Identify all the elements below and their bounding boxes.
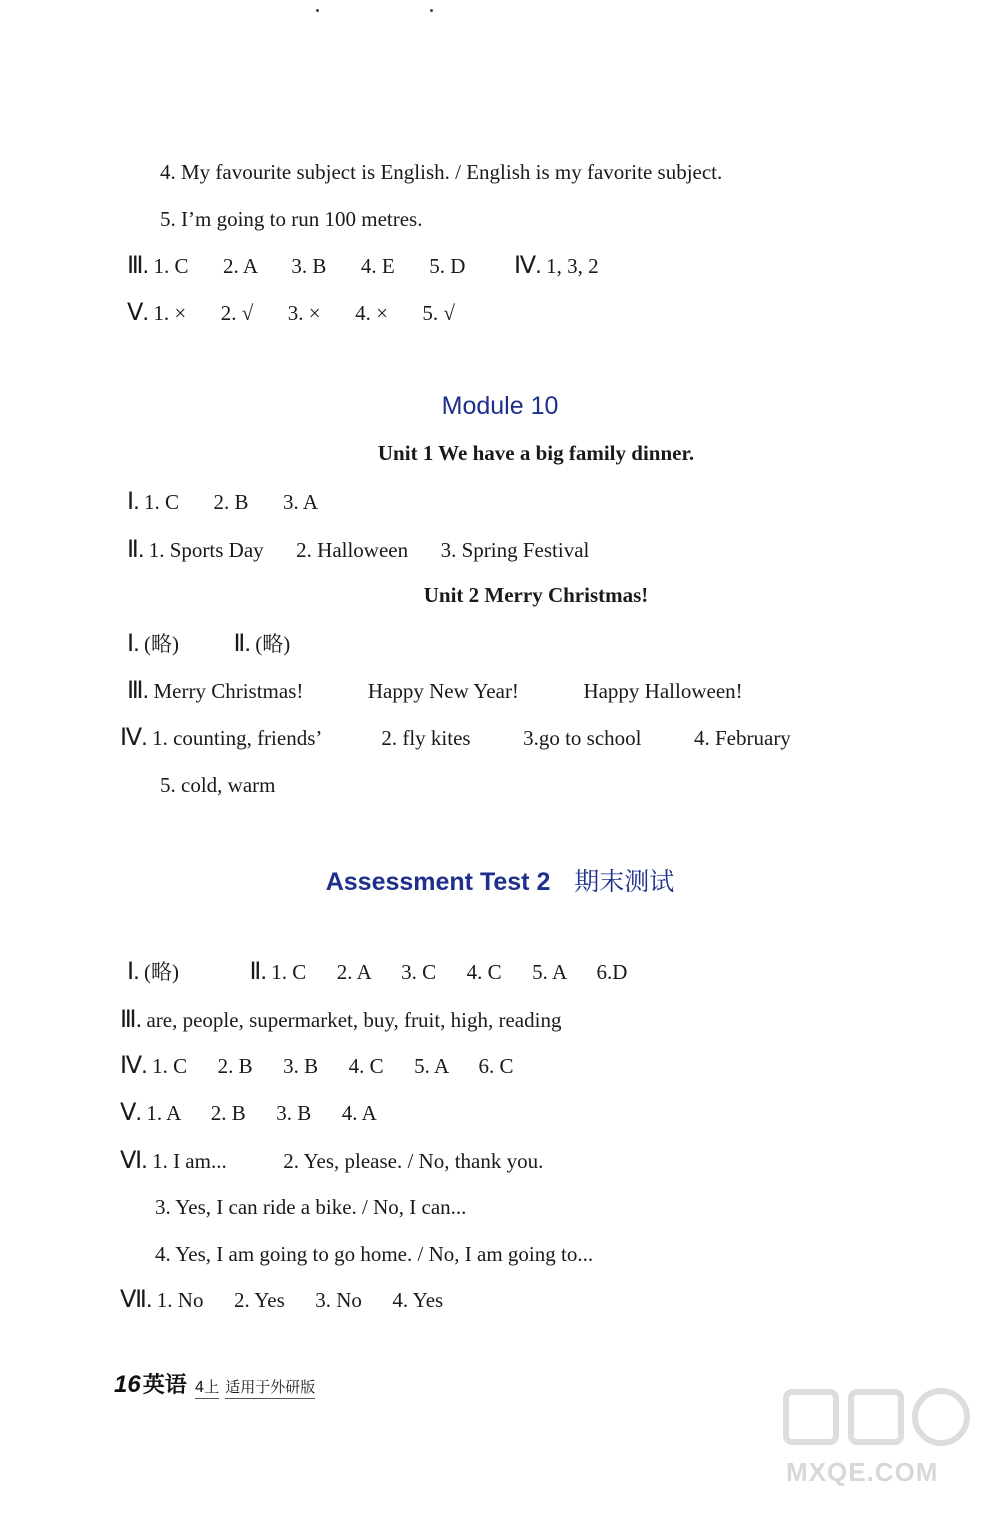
answer-row-iii — [120, 1006, 561, 1034]
answer-item: (略) — [255, 632, 291, 656]
assessment-title-en: Assessment Test 2 — [325, 868, 551, 896]
answer-item: 2. B — [210, 1101, 246, 1125]
section-label: Ⅴ. — [120, 1099, 142, 1126]
section-label: Ⅰ. — [127, 630, 139, 657]
edition-label: 适用于外研版 — [225, 1376, 315, 1399]
answer-item: 4. × — [355, 301, 388, 325]
answer-item: 1, 3, 2 — [546, 254, 599, 278]
section-label: Ⅳ. — [120, 1052, 147, 1079]
answer-item: 2. A — [222, 254, 257, 278]
answer-row-ii — [127, 536, 589, 564]
answer-row-iv — [120, 724, 791, 752]
answer-row-vi — [120, 1147, 543, 1175]
answer-item: 5. √ — [422, 301, 455, 325]
unit-title: Unit 2 Merry Christmas! — [423, 583, 649, 607]
answer-row-iii — [127, 252, 465, 280]
answer-item: 3. Spring Festival — [440, 538, 590, 562]
answer-item: 1. A — [146, 1101, 181, 1125]
answer-item: 2. B — [217, 1054, 253, 1078]
page-number: 16 — [114, 1371, 141, 1398]
answer-item: 2. A — [336, 960, 371, 984]
answer-item: 5. A — [532, 960, 566, 984]
page-footer — [114, 1368, 315, 1399]
answer-line: 5. I’m going to run 100 metres. — [160, 207, 423, 231]
answer-row-vii — [120, 1286, 443, 1314]
answer-item: 1. C — [153, 254, 189, 278]
section-label: Ⅰ. — [127, 958, 139, 985]
answer-item: 3. A — [283, 490, 319, 514]
section-label: Ⅴ. — [127, 299, 149, 326]
section-label: Ⅳ. — [120, 724, 147, 751]
answer-item: 4. C — [348, 1054, 384, 1078]
section-label: Ⅲ. — [127, 677, 149, 704]
unit-title: Unit 1 We have a big family dinner. — [377, 441, 695, 465]
answer-item: 3.go to school — [523, 726, 642, 750]
answer-item: (略) — [144, 960, 179, 984]
section-label: Ⅵ. — [120, 1147, 147, 1174]
section-label: Ⅶ. — [120, 1286, 152, 1313]
answer-line: 3. Yes, I can ride a bike. / No, I can... — [155, 1195, 467, 1219]
answer-item: 1. C — [152, 1054, 188, 1078]
subject-label: 英语 — [142, 1373, 187, 1398]
answer-line: 5. cold, warm — [160, 773, 276, 797]
answer-item: 4. E — [360, 254, 395, 278]
assessment-title-cn: 期末测试 — [574, 867, 675, 896]
answer-row-i-ii — [127, 958, 627, 986]
grade-label: 4上 — [195, 1376, 220, 1399]
section-label: Ⅲ. — [127, 252, 149, 279]
answer-line: 4. My favourite subject is English. / English is my favorite subject. — [160, 160, 723, 184]
watermark-text: MXQE.COM — [786, 1457, 939, 1487]
section-label: Ⅲ. — [120, 1006, 142, 1033]
section-label: Ⅱ. — [249, 958, 266, 985]
answer-item: Happy Halloween! — [583, 679, 743, 703]
module-title: Module 10 — [441, 392, 559, 420]
answer-row-iii — [127, 677, 743, 705]
watermark — [776, 1382, 986, 1492]
answer-item: 1. × — [153, 301, 187, 325]
answer-row-v — [127, 299, 455, 327]
answer-item: 1. C — [144, 490, 180, 514]
section-label: Ⅳ. — [514, 252, 541, 279]
answer-row-i — [127, 488, 318, 516]
answer-item: 1. No — [156, 1288, 204, 1312]
section-label: Ⅱ. — [127, 536, 144, 563]
answer-item: 1. counting, friends’ — [152, 726, 321, 750]
answer-item: (略) — [144, 632, 179, 656]
answer-item: 6.D — [596, 960, 628, 984]
answer-item: 4. A — [341, 1101, 377, 1125]
answer-item: 3. No — [315, 1288, 362, 1312]
answer-item: 2. B — [213, 490, 249, 514]
answer-item: 2. √ — [220, 301, 254, 325]
watermark-logo-icon — [776, 1382, 986, 1462]
scan-speck — [430, 9, 433, 12]
answer-item: 2. Yes, please. / No, thank you. — [283, 1149, 544, 1173]
answer-item: 5. D — [429, 254, 466, 278]
answer-item: 3. C — [401, 960, 437, 984]
answer-item: 5. A — [414, 1054, 448, 1078]
answer-item: 4. C — [466, 960, 502, 984]
answer-item: 2. Halloween — [296, 538, 409, 562]
answer-row-iv — [514, 252, 599, 280]
answer-row-v — [120, 1099, 377, 1127]
answer-line: 4. Yes, I am going to go home. / No, I am going to... — [155, 1242, 594, 1266]
answer-item: 2. fly kites — [381, 726, 471, 750]
answer-item: 6. C — [478, 1054, 514, 1078]
answer-item: 4. February — [694, 726, 791, 750]
section-label: Ⅱ. — [233, 630, 250, 657]
answer-item: Happy New Year! — [367, 679, 519, 703]
assessment-title — [0, 862, 1000, 898]
answer-item: are, people, supermarket, buy, fruit, high, reading — [146, 1008, 562, 1032]
answer-item: 1. I am... — [152, 1149, 227, 1173]
answer-item: 4. Yes — [392, 1288, 444, 1312]
answer-item: 3. B — [276, 1101, 312, 1125]
answer-row-i-ii — [127, 630, 290, 658]
answer-item: 1. Sports Day — [148, 538, 264, 562]
answer-item: 3. × — [287, 301, 321, 325]
answer-item: 1. C — [271, 960, 307, 984]
answer-item: 3. B — [283, 1054, 319, 1078]
scan-speck — [316, 9, 319, 12]
answer-row-iv — [120, 1052, 514, 1080]
answer-item: 2. Yes — [233, 1288, 285, 1312]
section-label: Ⅰ. — [127, 488, 139, 515]
answer-item: Merry Christmas! — [153, 679, 304, 703]
answer-item: 3. B — [291, 254, 327, 278]
